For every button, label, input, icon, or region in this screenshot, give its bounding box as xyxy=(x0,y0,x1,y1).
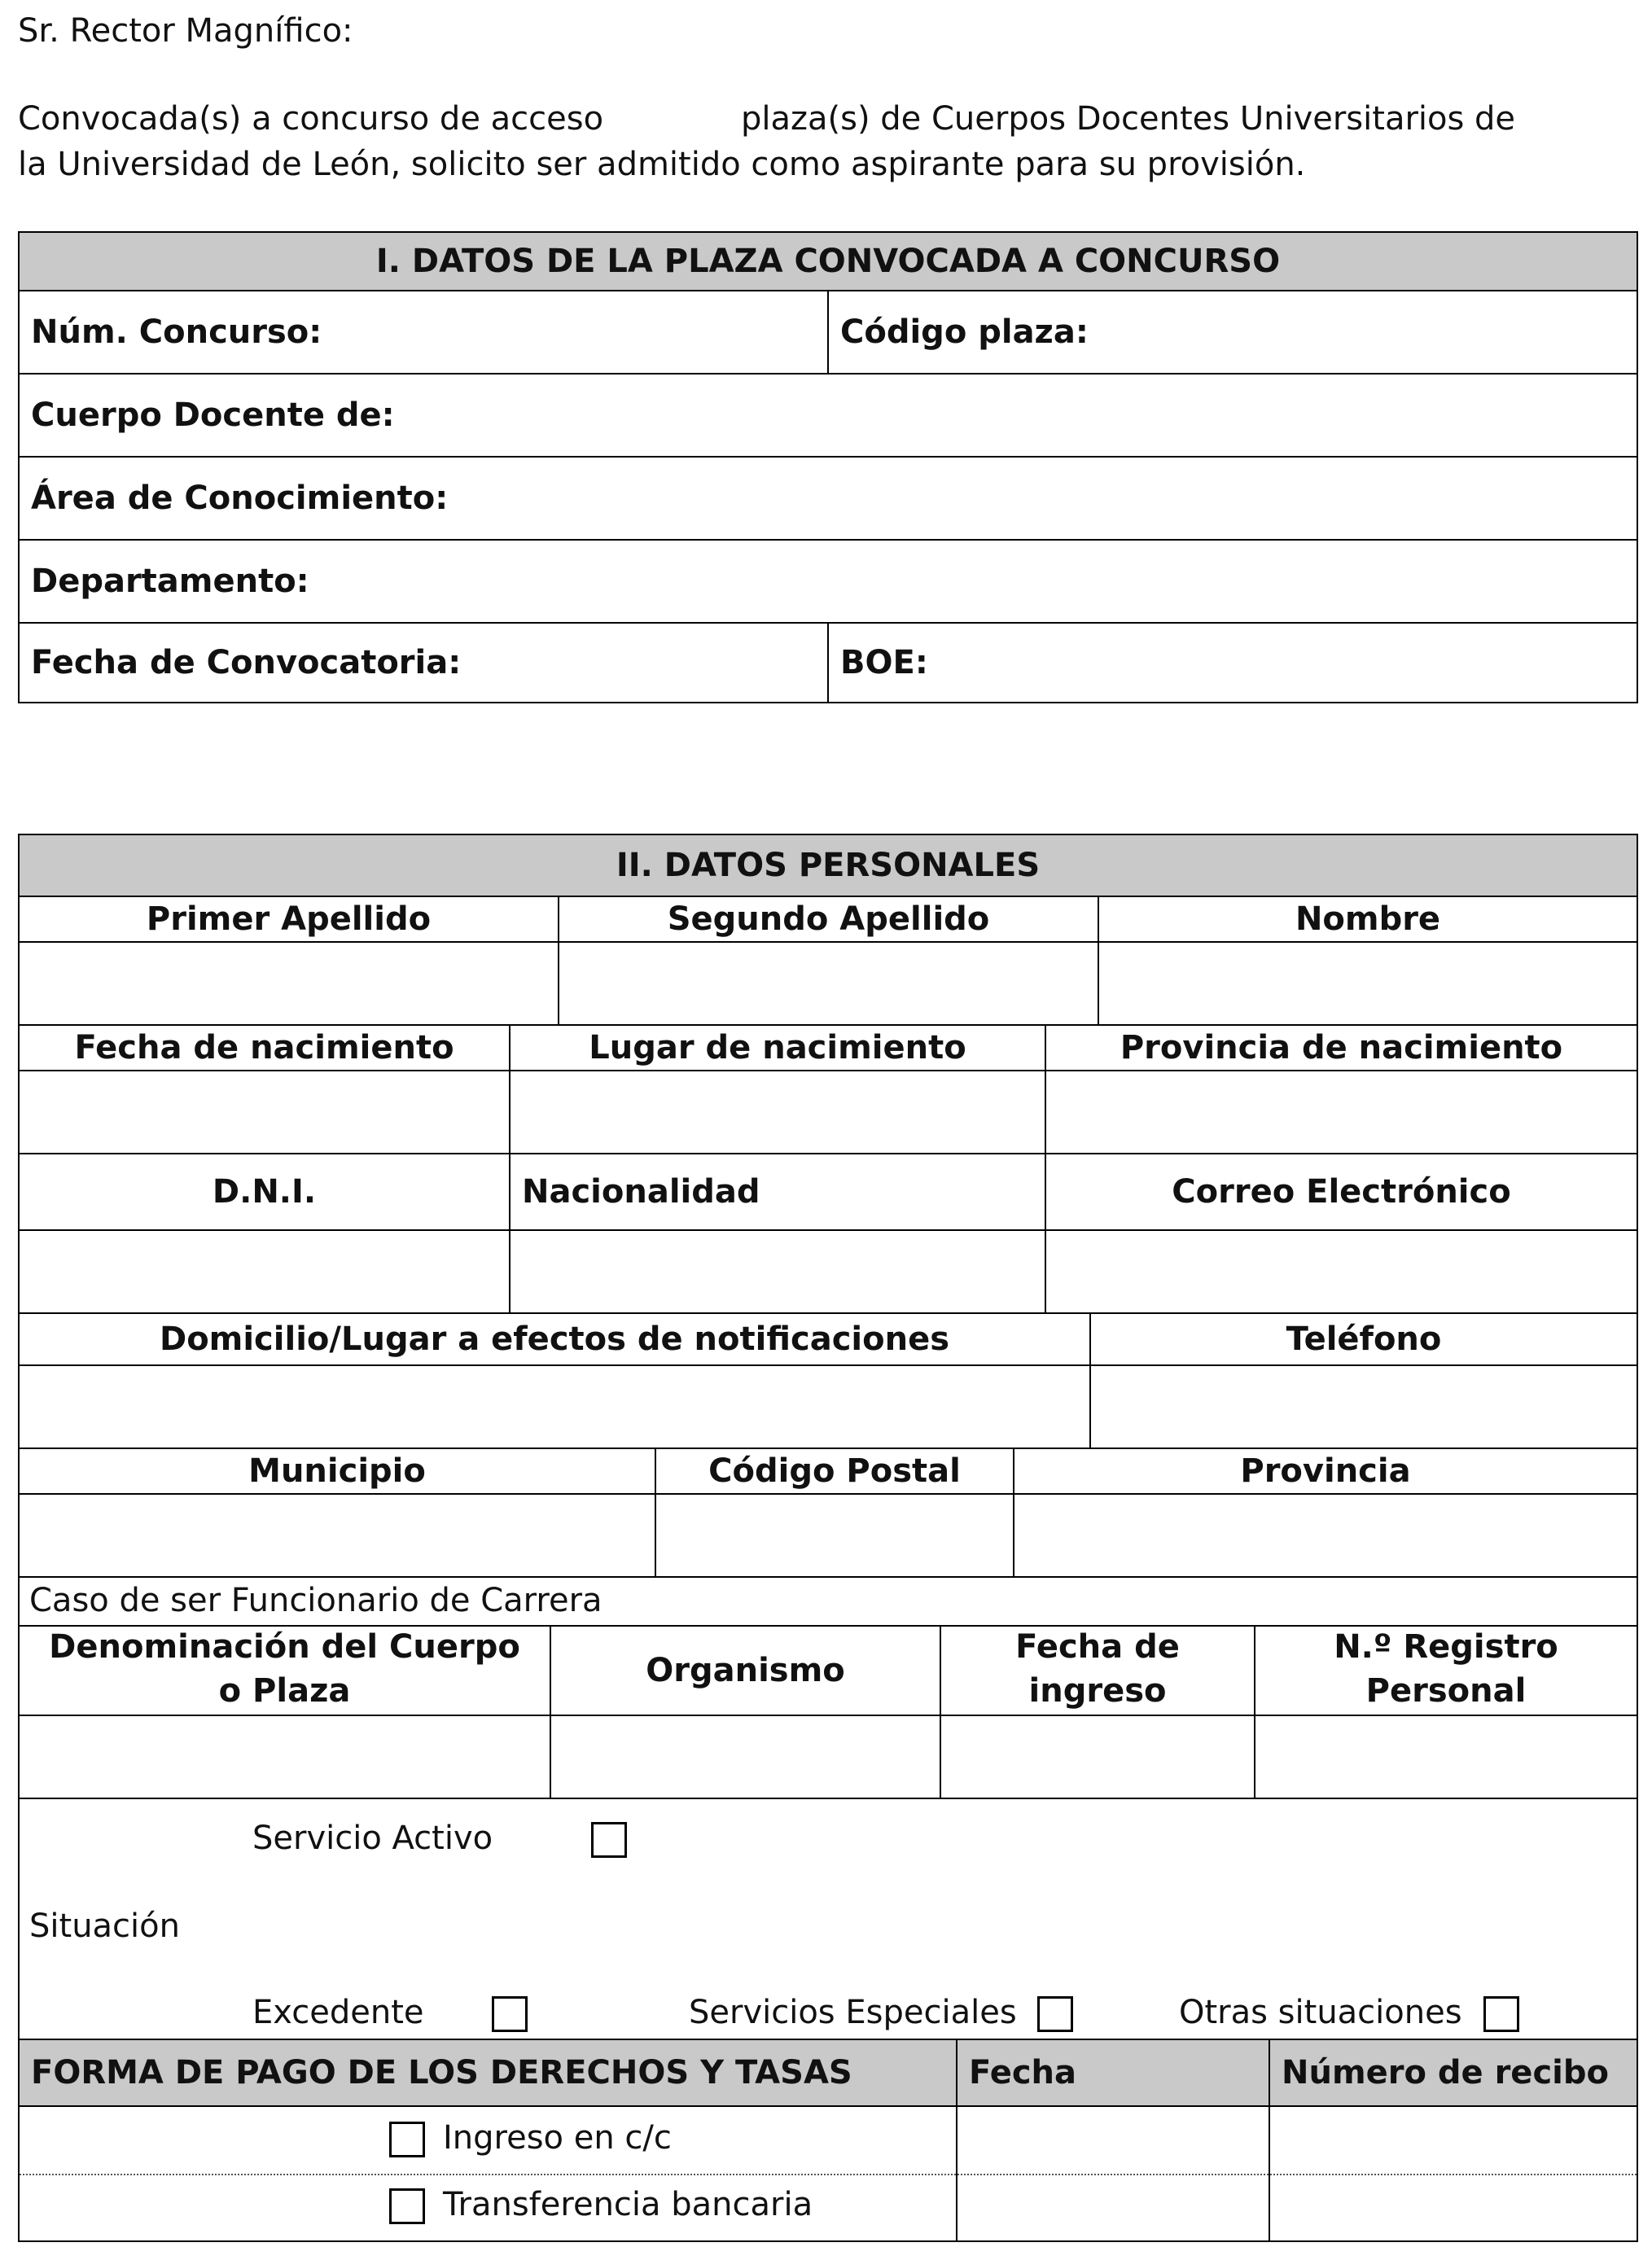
section2-title: II. DATOS PERSONALES xyxy=(18,834,1638,897)
num-concurso-field[interactable]: Núm. Concurso: xyxy=(18,290,829,374)
ingreso-checkbox[interactable] xyxy=(389,2122,425,2157)
correo-input[interactable] xyxy=(1045,1229,1638,1314)
municipio-header: Municipio xyxy=(18,1448,656,1495)
provincia-input[interactable] xyxy=(1013,1493,1638,1578)
provincia-header: Provincia xyxy=(1013,1448,1638,1495)
transferencia-recibo-input[interactable] xyxy=(1270,2175,1637,2240)
otras-situaciones-label: Otras situaciones xyxy=(1179,1994,1462,2031)
primer-apellido-input[interactable] xyxy=(18,941,559,1026)
denominacion-header-line2: o Plaza xyxy=(218,1672,351,1710)
servicios-especiales-label: Servicios Especiales xyxy=(689,1994,1017,2031)
nacionalidad-header: Nacionalidad xyxy=(509,1153,1046,1231)
ingreso-label: Ingreso en c/c xyxy=(443,2119,672,2157)
nacionalidad-input[interactable] xyxy=(509,1229,1046,1314)
fecha-ingreso-header-line2: ingreso xyxy=(1028,1672,1167,1710)
registro-header-line2: Personal xyxy=(1365,1672,1527,1710)
codigo-postal-header: Código Postal xyxy=(655,1448,1014,1495)
lugar-nacimiento-header: Lugar de nacimiento xyxy=(509,1024,1046,1071)
boe-field[interactable]: BOE: xyxy=(827,622,1638,703)
provincia-nacimiento-header: Provincia de nacimiento xyxy=(1045,1024,1638,1071)
servicio-activo-checkbox[interactable] xyxy=(591,1822,627,1858)
organismo-header: Organismo xyxy=(550,1625,941,1716)
fecha-convocatoria-field[interactable]: Fecha de Convocatoria: xyxy=(18,622,829,703)
transferencia-checkbox[interactable] xyxy=(389,2188,425,2224)
pago-recibo-header: Número de recibo xyxy=(1269,2039,1638,2107)
municipio-input[interactable] xyxy=(18,1493,656,1578)
intro-text-part2: plaza(s) de Cuerpos Docentes Universitarios de xyxy=(741,100,1516,138)
section1-title: I. DATOS DE LA PLAZA CONVOCADA A CONCURSO xyxy=(18,231,1638,291)
primer-apellido-header: Primer Apellido xyxy=(18,896,559,943)
greeting: Sr. Rector Magnífico: xyxy=(18,12,353,50)
departamento-field[interactable]: Departamento: xyxy=(18,539,1638,624)
intro-text-part1: Convocada(s) a concurso de acceso xyxy=(18,100,604,138)
nombre-input[interactable] xyxy=(1098,941,1638,1026)
servicio-activo-label: Servicio Activo xyxy=(252,1820,493,1857)
telefono-input[interactable] xyxy=(1089,1364,1638,1449)
funcionario-caption: Caso de ser Funcionario de Carrera xyxy=(29,1582,603,1619)
pago-title: FORMA DE PAGO DE LOS DERECHOS Y TASAS xyxy=(18,2039,957,2107)
denominacion-input[interactable] xyxy=(18,1715,551,1799)
segundo-apellido-header: Segundo Apellido xyxy=(558,896,1099,943)
provincia-nacimiento-input[interactable] xyxy=(1045,1070,1638,1154)
fecha-ingreso-input[interactable] xyxy=(940,1715,1255,1799)
telefono-header: Teléfono xyxy=(1089,1312,1638,1366)
denominacion-header-line1: Denominación del Cuerpo xyxy=(49,1628,520,1666)
domicilio-header: Domicilio/Lugar a efectos de notificaciones xyxy=(18,1312,1091,1366)
otras-situaciones-checkbox[interactable] xyxy=(1483,1996,1519,2032)
correo-header: Correo Electrónico xyxy=(1045,1153,1638,1231)
servicios-especiales-checkbox[interactable] xyxy=(1037,1996,1073,2032)
excedente-checkbox[interactable] xyxy=(492,1996,528,2032)
fecha-nacimiento-input[interactable] xyxy=(18,1070,510,1154)
cuerpo-docente-field[interactable]: Cuerpo Docente de: xyxy=(18,373,1638,458)
organismo-input[interactable] xyxy=(550,1715,941,1799)
situacion-label: Situación xyxy=(29,1907,180,1945)
registro-header-line1: N.º Registro xyxy=(1334,1628,1558,1666)
lugar-nacimiento-input[interactable] xyxy=(509,1070,1046,1154)
segundo-apellido-input[interactable] xyxy=(558,941,1099,1026)
dni-input[interactable] xyxy=(18,1229,510,1314)
transferencia-label: Transferencia bancaria xyxy=(443,2186,813,2223)
fecha-nacimiento-header: Fecha de nacimiento xyxy=(18,1024,510,1071)
area-conocimiento-field[interactable]: Área de Conocimiento: xyxy=(18,456,1638,541)
registro-input[interactable] xyxy=(1254,1715,1638,1799)
domicilio-input[interactable] xyxy=(18,1364,1091,1449)
pago-fecha-header: Fecha xyxy=(956,2039,1270,2107)
excedente-label: Excedente xyxy=(252,1994,424,2031)
transferencia-fecha-input[interactable] xyxy=(957,2175,1269,2240)
ingreso-fecha-input[interactable] xyxy=(957,2107,1269,2174)
ingreso-recibo-input[interactable] xyxy=(1270,2107,1637,2174)
codigo-postal-input[interactable] xyxy=(655,1493,1014,1578)
codigo-plaza-field[interactable]: Código plaza: xyxy=(827,290,1638,374)
dni-header: D.N.I. xyxy=(18,1153,510,1231)
nombre-header: Nombre xyxy=(1098,896,1638,943)
intro-text-line2: la Universidad de León, solicito ser admitido como aspirante para su provisión. xyxy=(18,146,1306,183)
fecha-ingreso-header-line1: Fecha de xyxy=(1015,1628,1180,1666)
